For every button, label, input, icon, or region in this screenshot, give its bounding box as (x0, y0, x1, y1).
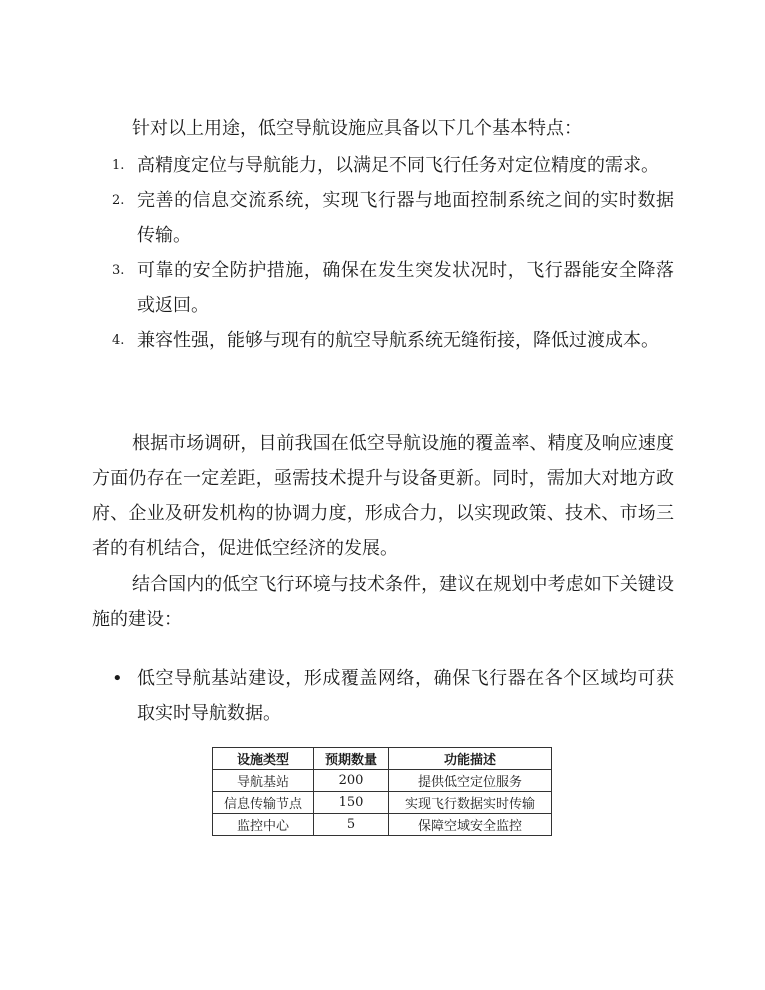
list-item-text: 兼容性强，能够与现有的航空导航系统无缝衔接，降低过渡成本。 (137, 330, 659, 351)
table-cell: 保障空域安全监控 (389, 814, 552, 836)
bullet-item (0, 661, 765, 731)
table-cell: 信息传输节点 (213, 792, 314, 814)
table-cell: 150 (314, 792, 389, 814)
market-paragraph: 根据市场调研，目前我国在低空导航设施的覆盖率、精度及响应速度方面仍存在一定差距，亟需技术提升与设备更新。同时，需加大对地方政府、企业及研发机构的协调力度，形成合力，以实现政策、技术、市场三者的有机结合，促进低空经济的发展。 (92, 433, 674, 559)
list-item-number: 1. (112, 158, 125, 173)
table-header-row (213, 748, 552, 770)
facilities-table (212, 747, 552, 836)
list-item (0, 323, 765, 358)
list-item-text: 高精度定位与导航能力，以满足不同飞行任务对定位精度的需求。 (137, 155, 659, 176)
list-item-number: 4. (112, 333, 125, 348)
list-item-number: 2. (112, 193, 125, 208)
table-cell: 监控中心 (213, 814, 314, 836)
intro-paragraph: 针对以上用途，低空导航设施应具备以下几个基本特点： (132, 118, 582, 139)
list-item-text: 可靠的安全防护措施，确保在发生突发状况时，飞行器能安全降落或返回。 (137, 260, 674, 316)
feature-list (0, 148, 765, 358)
table-cell: 200 (314, 770, 389, 792)
suggestion-paragraph: 结合国内的低空飞行环境与技术条件，建议在规划中考虑如下关键设施的建设： (92, 574, 674, 630)
bullet-icon: • (112, 668, 123, 689)
list-item (0, 183, 765, 253)
list-item-text: 完善的信息交流系统，实现飞行器与地面控制系统之间的实时数据传输。 (137, 190, 674, 246)
table-row (213, 792, 552, 814)
table-header-cell: 预期数量 (314, 748, 389, 770)
list-item (0, 148, 765, 183)
list-item (0, 253, 765, 323)
table-row (213, 770, 552, 792)
list-item-number: 3. (112, 263, 125, 278)
table-header-cell: 设施类型 (213, 748, 314, 770)
table-header-cell: 功能描述 (389, 748, 552, 770)
bullet-item-text: 低空导航基站建设，形成覆盖网络，确保飞行器在各个区域均可获取实时导航数据。 (137, 668, 674, 724)
table-cell: 导航基站 (213, 770, 314, 792)
table-cell: 提供低空定位服务 (389, 770, 552, 792)
table-cell: 实现飞行数据实时传输 (389, 792, 552, 814)
table-row (213, 814, 552, 836)
table-cell: 5 (314, 814, 389, 836)
